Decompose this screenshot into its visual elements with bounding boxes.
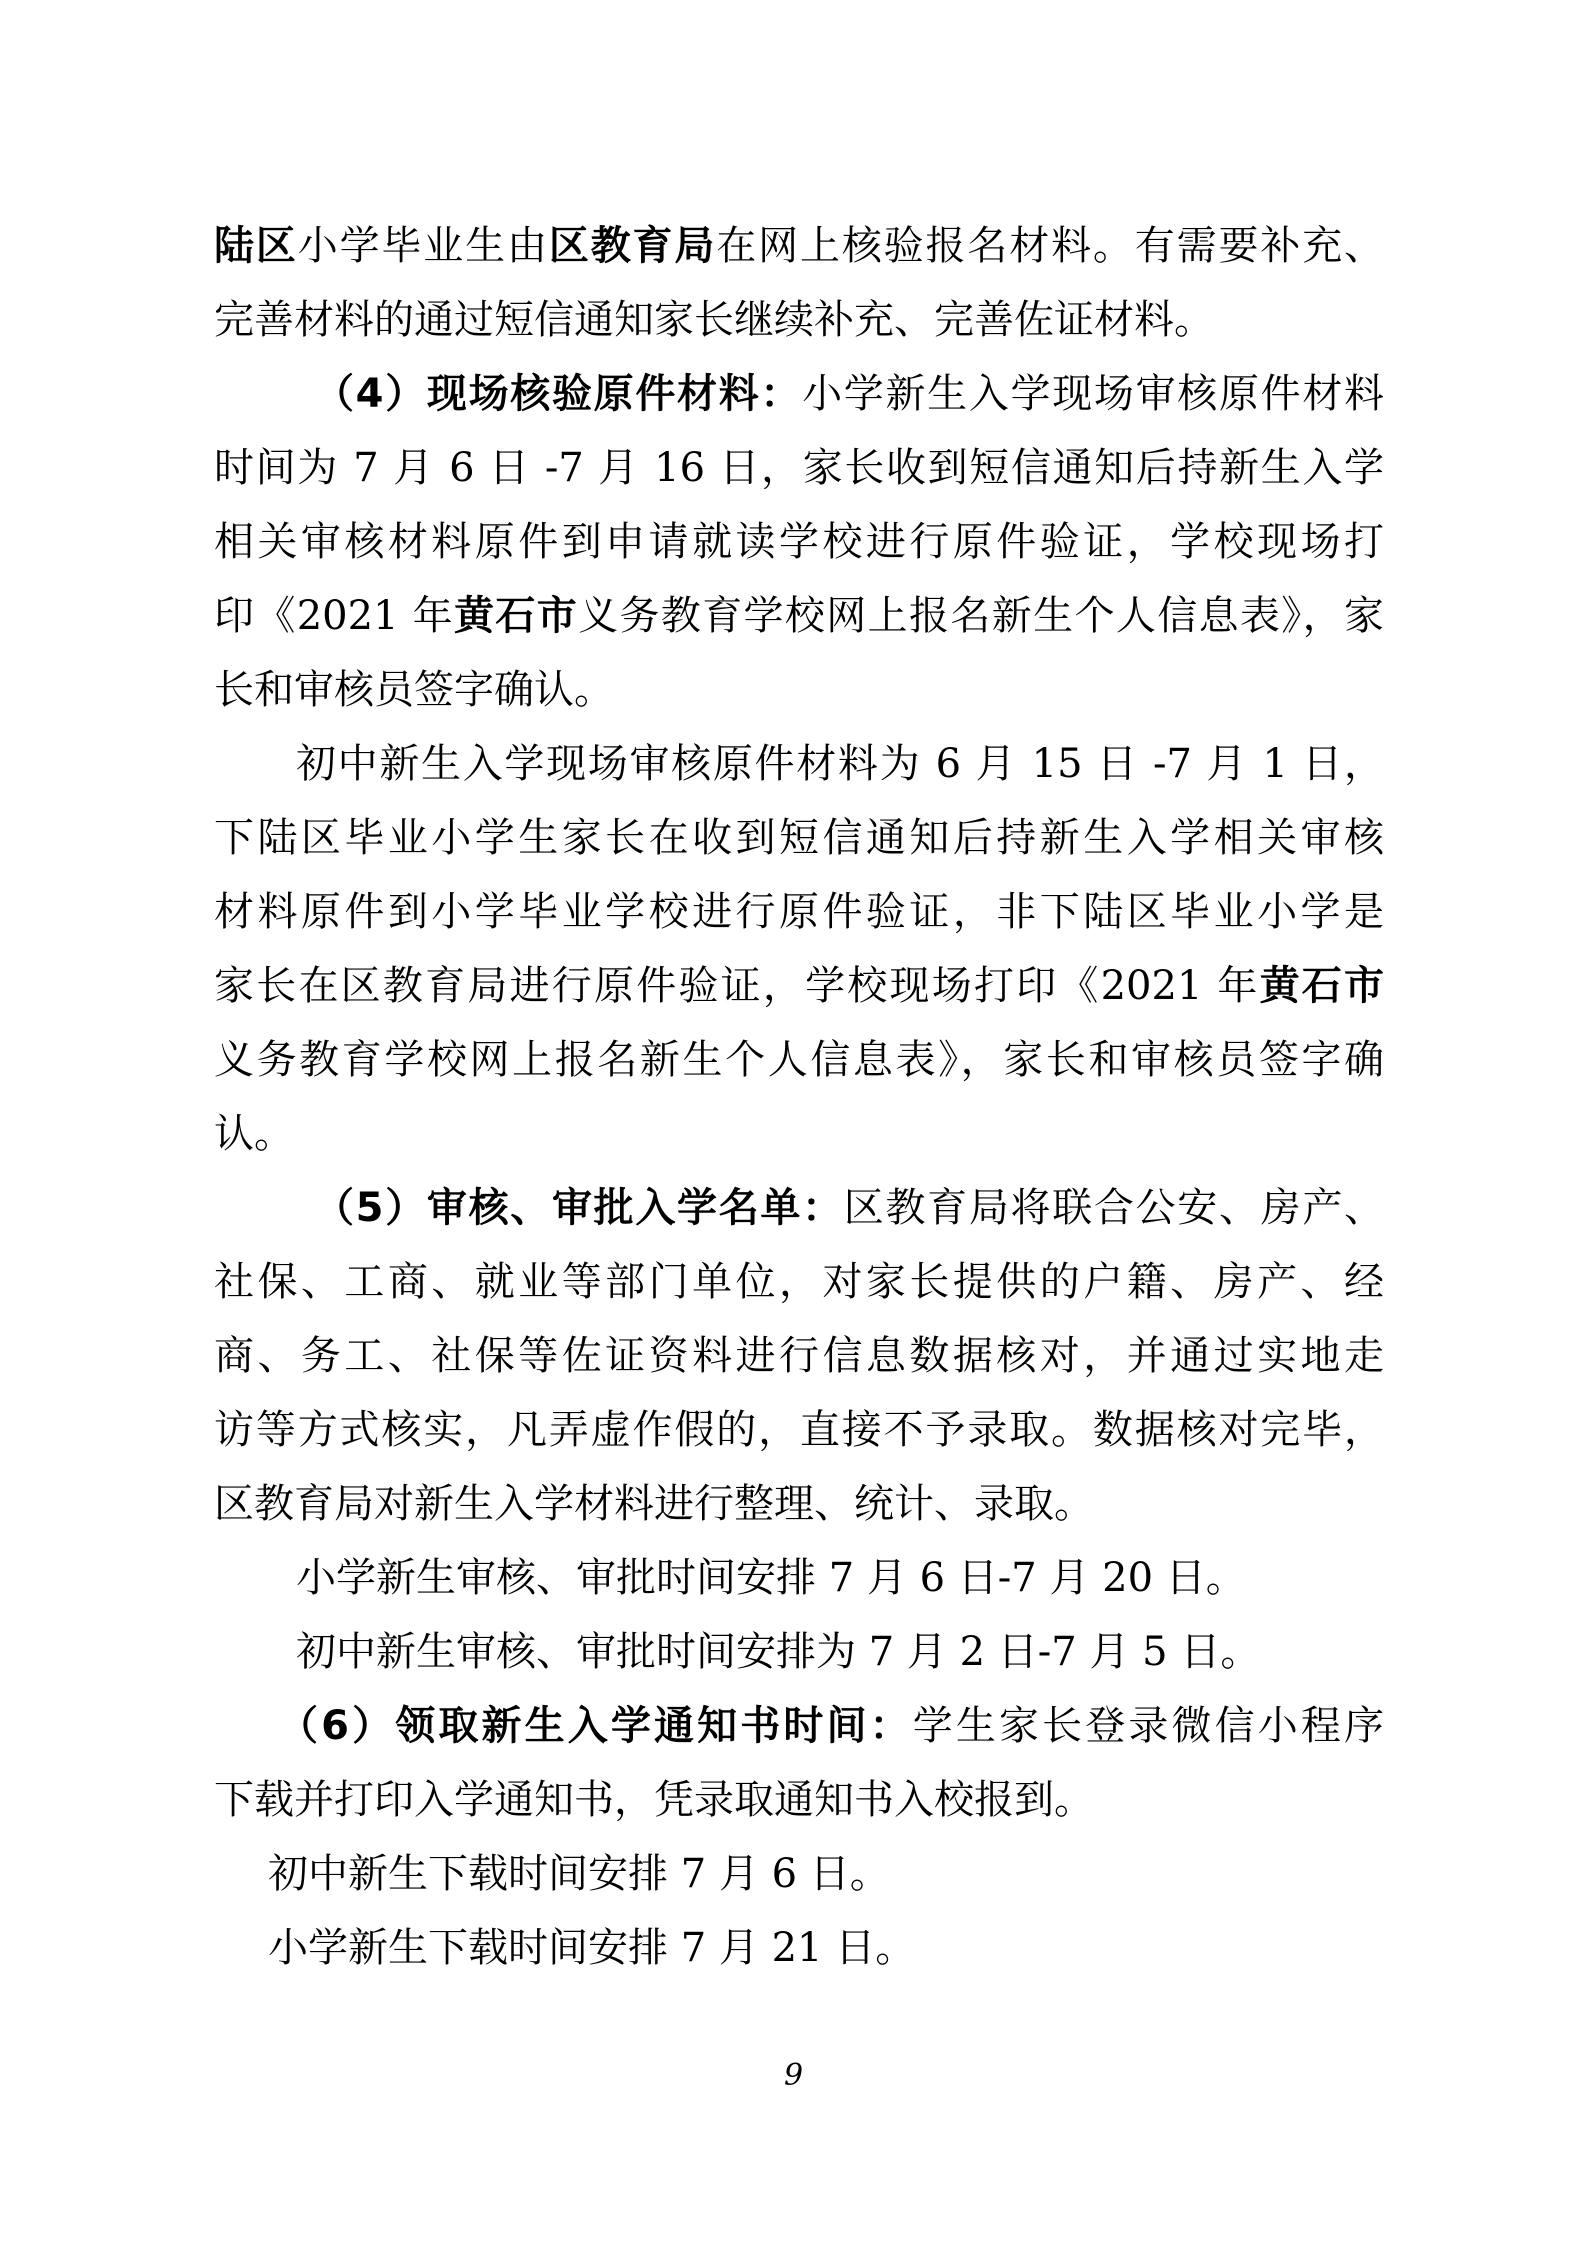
paragraph-line: [214, 1036, 1384, 1084]
text: 完善材料的通过短信通知家长继续补充、完善佐证材料。: [214, 297, 1214, 343]
paragraph-line: [296, 1554, 1384, 1602]
text: 区教育局对新生入学材料进行整理、统计、录取。: [214, 1481, 1094, 1527]
paragraph-line: [214, 222, 1384, 270]
text: 时间为 7 月 6 日 -7 月 16 日，家长收到短信通知后持新生入学: [214, 445, 1384, 491]
section-heading-4: [314, 370, 1384, 418]
text: 访等方式核实，凡弄虚作假的，直接不予录取。数据核对完毕，: [214, 1407, 1384, 1453]
paragraph-line: [214, 1258, 1384, 1306]
paragraph-line: [268, 1924, 1384, 1972]
text: 下陆区毕业小学生家长在收到短信通知后持新生入学相关审核: [214, 815, 1384, 861]
section-heading-6: [278, 1702, 1384, 1750]
section-heading-5: [314, 1184, 1384, 1232]
paragraph-line: [214, 1332, 1384, 1380]
text: 家长在区教育局进行原件验证，学校现场打印《2021 年: [214, 963, 1260, 1009]
text: 义务教育学校网上报名新生个人信息表》，家: [578, 593, 1385, 639]
text: 长和审核员签字确认。: [214, 667, 614, 713]
text: 在网上核验报名材料。有需要补充、: [716, 223, 1385, 269]
text: 区教育局将联合公安、房产、: [843, 1185, 1385, 1231]
text: 相关审核材料原件到申请就读学校进行原件验证，学校现场打: [214, 519, 1384, 565]
text: 印《2021 年: [214, 593, 454, 639]
text: 认。: [214, 1111, 294, 1157]
paragraph-line: [214, 1110, 1384, 1158]
paragraph-line: [214, 888, 1384, 936]
paragraph-line: [214, 962, 1384, 1010]
text: 商、务工、社保等佐证资料进行信息数据核对，并通过实地走: [214, 1333, 1384, 1379]
paragraph-line: [268, 1850, 1384, 1898]
paragraph-line: [214, 814, 1384, 862]
text: 小学新生下载时间安排 7 月 21 日。: [268, 1925, 916, 1971]
text: 材料原件到小学毕业学校进行原件验证，非下陆区毕业小学是: [214, 889, 1384, 935]
paragraph-line: [214, 1776, 1384, 1824]
paragraph-line: [214, 444, 1384, 492]
page-number: 9: [783, 2058, 804, 2093]
text: 小学新生审核、审批时间安排 7 月 6 日-7 月 20 日。: [296, 1555, 1246, 1601]
text: 初中新生下载时间安排 7 月 6 日。: [268, 1851, 890, 1897]
bold-text: 陆区: [214, 223, 298, 269]
text: 初中新生入学现场审核原件材料为 6 月 15 日 -7 月 1 日，: [296, 741, 1384, 787]
paragraph-line: [214, 518, 1384, 566]
paragraph-line: [214, 296, 1384, 344]
paragraph-line: [214, 1406, 1384, 1454]
bold-text: （6）领取新生入学通知书时间：: [278, 1703, 913, 1749]
bold-text: 黄石市: [453, 593, 579, 639]
paragraph-line: [214, 666, 1384, 714]
text: 学生家长登录微信小程序: [912, 1703, 1384, 1749]
text: 社保、工商、就业等部门单位，对家长提供的户籍、房产、经: [214, 1259, 1384, 1305]
bold-text: 区教育局: [548, 223, 717, 269]
paragraph-line: [296, 1628, 1384, 1676]
text: 下载并打印入学通知书，凭录取通知书入校报到。: [214, 1777, 1094, 1823]
text: 初中新生审核、审批时间安排为 7 月 2 日-7 月 5 日。: [296, 1629, 1261, 1675]
paragraph-line: [296, 740, 1384, 788]
bold-text: 黄石市: [1259, 963, 1385, 1009]
text: 小学毕业生由: [297, 223, 549, 269]
bold-text: （4）现场核验原件材料：: [314, 371, 803, 417]
paragraph-line: [214, 592, 1384, 640]
paragraph-line: [214, 1480, 1384, 1528]
text: 小学新生入学现场审核原件材料: [802, 371, 1384, 417]
bold-text: （5）审核、审批入学名单：: [314, 1185, 844, 1231]
text: 义务教育学校网上报名新生个人信息表》，家长和审核员签字确: [214, 1037, 1384, 1083]
